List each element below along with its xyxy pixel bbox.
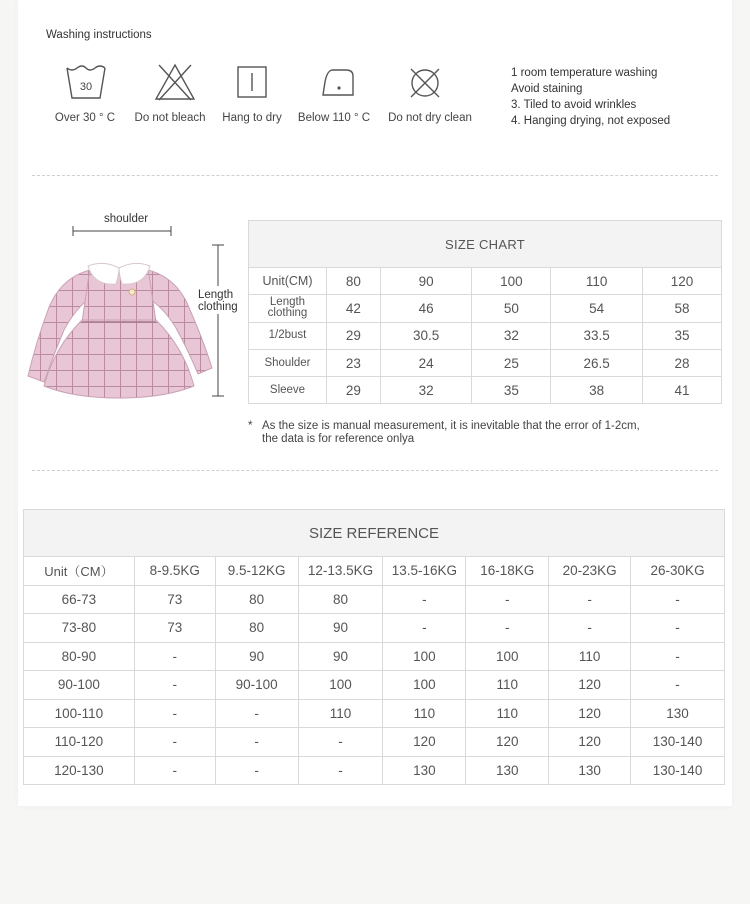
note-line: the data is for reference onlya (262, 433, 415, 445)
table-row (24, 671, 725, 700)
table-cell: 130 (383, 756, 466, 785)
size-reference-header-cell: 20-23KG (549, 557, 631, 586)
table-cell: - (298, 756, 383, 785)
table-cell: - (383, 614, 466, 643)
size-chart-header-cell: 80 (327, 268, 381, 295)
table-cell: 90 (298, 614, 383, 643)
table-cell: - (466, 614, 549, 643)
table-cell: - (631, 585, 725, 614)
size-chart-row-label: 1/2bust (249, 322, 327, 349)
size-reference-header-cell: 13.5-16KG (383, 557, 466, 586)
iron-low-icon (316, 62, 360, 102)
table-cell: 130 (549, 756, 631, 785)
divider (32, 470, 718, 471)
table-cell: - (549, 585, 631, 614)
table-cell: 35 (642, 322, 721, 349)
table-cell: 110 (466, 671, 549, 700)
size-reference-title: SIZE REFERENCE (24, 510, 725, 557)
table-cell: 80 (215, 614, 298, 643)
length-label-line: Length (198, 289, 234, 301)
table-cell: 24 (380, 349, 472, 376)
table-cell: 73-80 (24, 614, 135, 643)
table-cell: 29 (327, 322, 381, 349)
table-cell: 100-110 (24, 699, 135, 728)
size-reference-header-cell: 9.5-12KG (215, 557, 298, 586)
table-cell: 28 (642, 349, 721, 376)
table-cell: 110 (383, 699, 466, 728)
table-cell: - (631, 671, 725, 700)
table-cell: - (631, 614, 725, 643)
do-not-dry-clean-icon (403, 62, 447, 102)
table-cell: - (215, 699, 298, 728)
table-cell: 110 (549, 642, 631, 671)
table-cell: 120 (466, 728, 549, 757)
table-cell: - (549, 614, 631, 643)
table-row (24, 728, 725, 757)
table-cell: 120 (549, 699, 631, 728)
size-chart-row-label: Length clothing (249, 295, 327, 322)
table-cell: 110 (298, 699, 383, 728)
size-reference-header-cell: 12-13.5KG (298, 557, 383, 586)
table-cell: 33.5 (551, 322, 643, 349)
size-reference-header-cell: 8-9.5KG (134, 557, 215, 586)
size-chart-table (248, 220, 722, 404)
wash-label-iron: Below 110 ° C (297, 112, 371, 124)
table-cell: 80 (298, 585, 383, 614)
table-cell: 100 (466, 642, 549, 671)
table-cell: 25 (472, 349, 551, 376)
table-cell: - (466, 585, 549, 614)
table-cell: - (134, 728, 215, 757)
table-cell: 90-100 (24, 671, 135, 700)
wash-label-over-30: Over 30 ° C (54, 112, 116, 124)
table-cell: 90 (215, 642, 298, 671)
table-cell: - (215, 728, 298, 757)
table-cell: - (383, 585, 466, 614)
table-cell: 120 (549, 728, 631, 757)
table-row (24, 614, 725, 643)
table-cell: - (134, 756, 215, 785)
divider (32, 175, 718, 176)
table-cell: 66-73 (24, 585, 135, 614)
wash-label-no-bleach: Do not bleach (134, 112, 206, 124)
table-cell: 90-100 (215, 671, 298, 700)
table-cell: 100 (298, 671, 383, 700)
size-chart-header-cell: 110 (551, 268, 643, 295)
table-row (249, 377, 722, 404)
washing-note: Avoid staining (511, 83, 583, 95)
shoulder-measure-line (70, 224, 174, 238)
table-cell: 58 (642, 295, 721, 322)
table-cell: 26.5 (551, 349, 643, 376)
wash-temp-number: 30 (79, 81, 93, 93)
table-cell: 130-140 (631, 756, 725, 785)
table-cell: 100 (383, 671, 466, 700)
dress-illustration (24, 258, 216, 400)
size-chart-header-cell: 120 (642, 268, 721, 295)
wash-label-hang-dry: Hang to dry (222, 112, 282, 124)
table-cell: - (631, 642, 725, 671)
measurement-note (248, 420, 688, 448)
table-row (24, 699, 725, 728)
table-cell: 120-130 (24, 756, 135, 785)
size-reference-header-row (24, 557, 725, 586)
size-reference-table (23, 509, 725, 785)
note-star: * (248, 420, 253, 432)
table-cell: 110-120 (24, 728, 135, 757)
wash-30-icon (64, 62, 108, 102)
table-cell: 80-90 (24, 642, 135, 671)
table-cell: 130 (631, 699, 725, 728)
size-chart-header-row (249, 268, 722, 295)
table-row (24, 642, 725, 671)
table-cell: 32 (380, 377, 472, 404)
table-cell: 32 (472, 322, 551, 349)
size-chart-row-label: Sleeve (249, 377, 327, 404)
table-row (249, 322, 722, 349)
table-cell: - (134, 699, 215, 728)
note-text (262, 420, 640, 446)
table-cell: 120 (383, 728, 466, 757)
washing-note: 1 room temperature washing (511, 67, 658, 79)
table-cell: 130-140 (631, 728, 725, 757)
size-chart-header-cell: 90 (380, 268, 472, 295)
table-row (249, 295, 722, 322)
table-cell: 54 (551, 295, 643, 322)
table-cell: 130 (466, 756, 549, 785)
table-cell: 29 (327, 377, 381, 404)
table-cell: 35 (472, 377, 551, 404)
size-reference-title-row (24, 510, 725, 557)
table-cell: 46 (380, 295, 472, 322)
washing-note: 3. Tiled to avoid wrinkles (511, 99, 637, 111)
table-row (24, 756, 725, 785)
table-cell: 38 (551, 377, 643, 404)
shoulder-label: shoulder (104, 213, 149, 225)
table-cell: 41 (642, 377, 721, 404)
do-not-bleach-icon (153, 62, 197, 102)
table-cell: - (215, 756, 298, 785)
length-label-line: clothing (198, 301, 238, 313)
table-cell: 80 (215, 585, 298, 614)
table-cell: 100 (383, 642, 466, 671)
washing-note: 4. Hanging drying, not exposed (511, 115, 671, 127)
table-cell: 110 (466, 699, 549, 728)
table-cell: 120 (549, 671, 631, 700)
table-cell: 73 (134, 585, 215, 614)
size-chart-row-label: Shoulder (249, 349, 327, 376)
table-row (249, 349, 722, 376)
table-cell: 23 (327, 349, 381, 376)
table-row (24, 585, 725, 614)
table-cell: 30.5 (380, 322, 472, 349)
washing-instructions-title: Washing instructions (46, 29, 152, 41)
table-cell: 90 (298, 642, 383, 671)
table-cell: 42 (327, 295, 381, 322)
size-chart-title-row (249, 221, 722, 268)
size-chart-title: SIZE CHART (249, 221, 722, 268)
washing-notes (511, 65, 670, 129)
wash-label-no-dry-clean: Do not dry clean (388, 112, 472, 124)
table-cell: 73 (134, 614, 215, 643)
size-reference-header-cell: 16-18KG (466, 557, 549, 586)
table-cell: - (298, 728, 383, 757)
table-cell: - (134, 642, 215, 671)
hang-to-dry-icon (230, 62, 274, 102)
table-cell: 50 (472, 295, 551, 322)
size-reference-unit-cell: Unit（CM） (24, 557, 135, 586)
size-chart-unit-cell: Unit(CM) (249, 268, 327, 295)
table-cell: - (134, 671, 215, 700)
size-chart-header-cell: 100 (472, 268, 551, 295)
note-line: As the size is manual measurement, it is inevitable that the error of 1-2cm, (262, 420, 640, 432)
size-reference-header-cell: 26-30KG (631, 557, 725, 586)
